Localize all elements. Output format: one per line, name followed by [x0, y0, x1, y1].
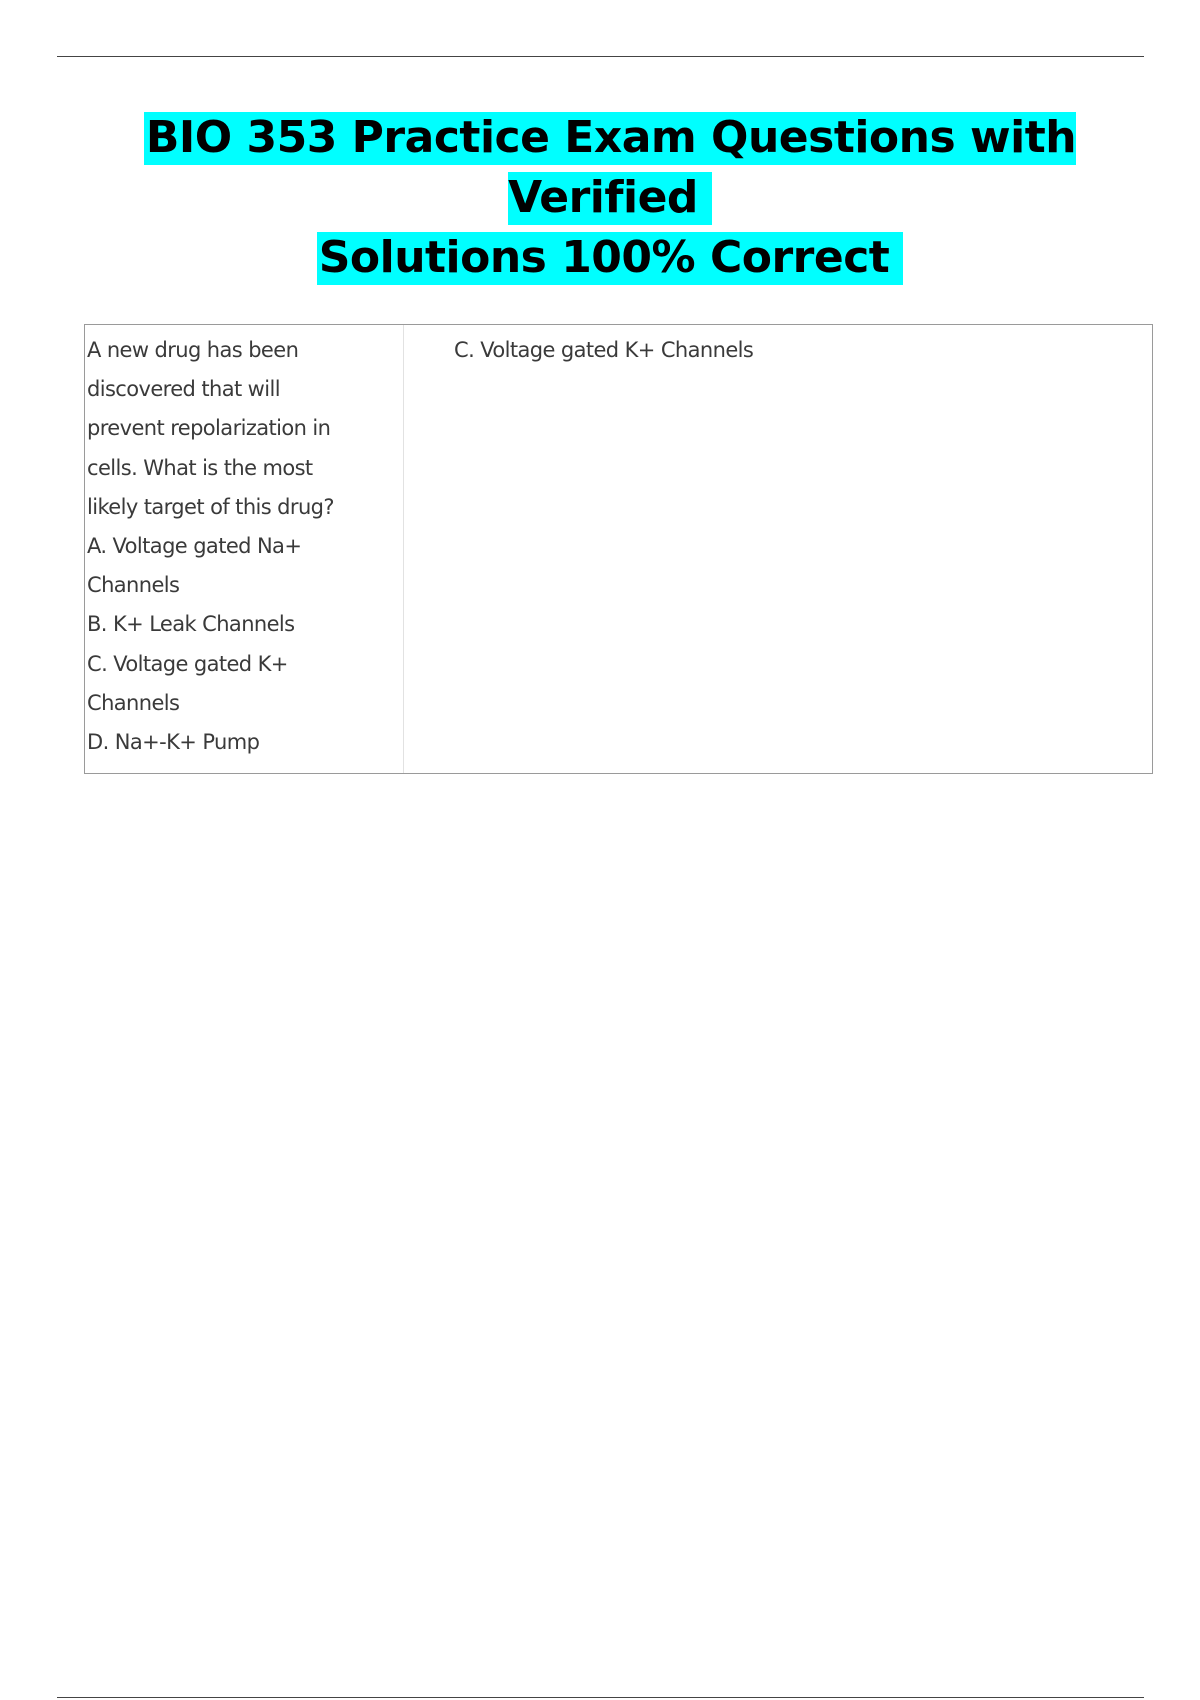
option-line: D. Na+-K+ Pump: [87, 730, 260, 755]
title-line-1: BIO 353 Practice Exam Questions with Verified: [145, 112, 1077, 223]
option-line: Channels: [87, 573, 180, 598]
question-line: A new drug has been: [87, 338, 299, 362]
option-line: Channels: [87, 690, 180, 715]
question-line: discovered that will: [87, 377, 280, 402]
option-line: B. K+ Leak Channels: [87, 612, 295, 637]
title-line-2: Solutions 100% Correct: [317, 232, 904, 285]
footer-rule: [57, 1697, 1144, 1698]
option-line: A. Voltage gated Na+: [87, 534, 302, 559]
qa-table: [84, 324, 1153, 774]
question-line: likely target of this drug?: [87, 494, 334, 519]
document-title: [40, 108, 1180, 288]
option-line: C. Voltage gated K+: [87, 651, 288, 676]
question-line: prevent repolarization in: [87, 416, 331, 441]
answer-text: C. Voltage gated K+ Channels: [454, 338, 754, 362]
answer-cell: [404, 325, 1152, 773]
header-rule: [57, 56, 1144, 57]
question-line: cells. What is the most: [87, 455, 313, 480]
question-cell: [85, 325, 404, 773]
